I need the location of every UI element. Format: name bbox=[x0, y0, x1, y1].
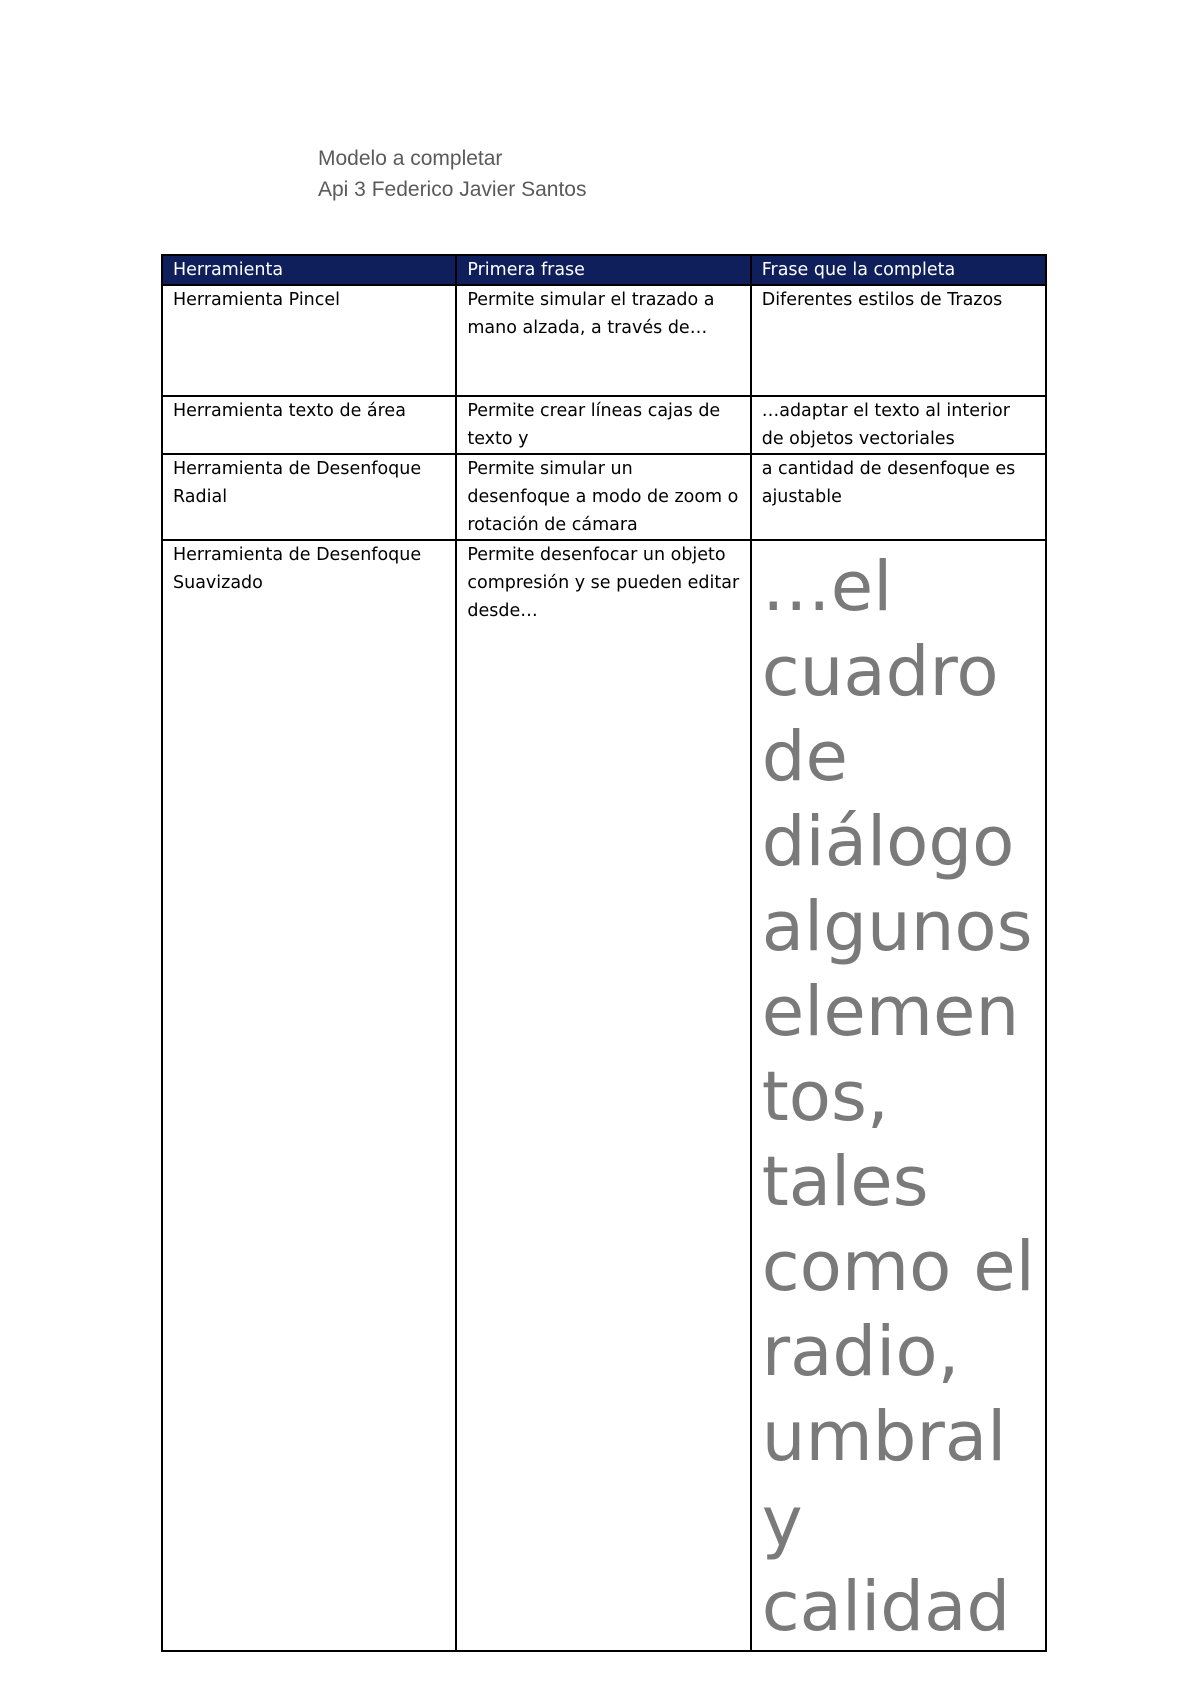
document-title: Modelo a completar bbox=[318, 147, 503, 170]
table-row bbox=[162, 540, 1046, 1651]
table-header-row bbox=[162, 255, 1046, 285]
column-header-herramienta: Herramienta bbox=[162, 255, 456, 285]
table-row bbox=[162, 285, 1046, 396]
cell-first-phrase: Permite simular un desenfoque a modo de zoom o rotación de cámara bbox=[456, 454, 750, 540]
cell-completing-phrase: a cantidad de desenfoque es ajustable bbox=[751, 454, 1046, 540]
document-heading bbox=[318, 143, 586, 205]
cell-first-phrase: Permite crear líneas cajas de texto y bbox=[456, 396, 750, 454]
cell-tool: Herramienta de Desenfoque Suavizado bbox=[162, 540, 456, 1651]
cell-completing-phrase: …adaptar el texto al interior de objetos vectoriales bbox=[751, 396, 1046, 454]
table-row bbox=[162, 454, 1046, 540]
cell-completing-phrase-large bbox=[751, 540, 1046, 1651]
document-author: Api 3 Federico Javier Santos bbox=[318, 178, 587, 201]
cell-tool: Herramienta texto de área bbox=[162, 396, 456, 454]
cell-tool: Herramienta de Desenfoque Radial bbox=[162, 454, 456, 540]
cell-completing-phrase: Diferentes estilos de Trazos bbox=[751, 285, 1046, 396]
table-row bbox=[162, 396, 1046, 454]
cell-tool: Herramienta Pincel bbox=[162, 285, 456, 396]
cell-first-phrase: Permite simular el trazado a mano alzada, a través de… bbox=[456, 285, 750, 396]
tools-table bbox=[161, 254, 1047, 1652]
large-completing-text: …el cuadro de diálogo algunos elementos, tales como el radio, umbral y calidad bbox=[761, 547, 1035, 1647]
column-header-frase-completa: Frase que la completa bbox=[751, 255, 1046, 285]
cell-first-phrase: Permite desenfocar un objeto compresión y se pueden editar desde… bbox=[456, 540, 750, 1651]
column-header-primera-frase: Primera frase bbox=[456, 255, 750, 285]
